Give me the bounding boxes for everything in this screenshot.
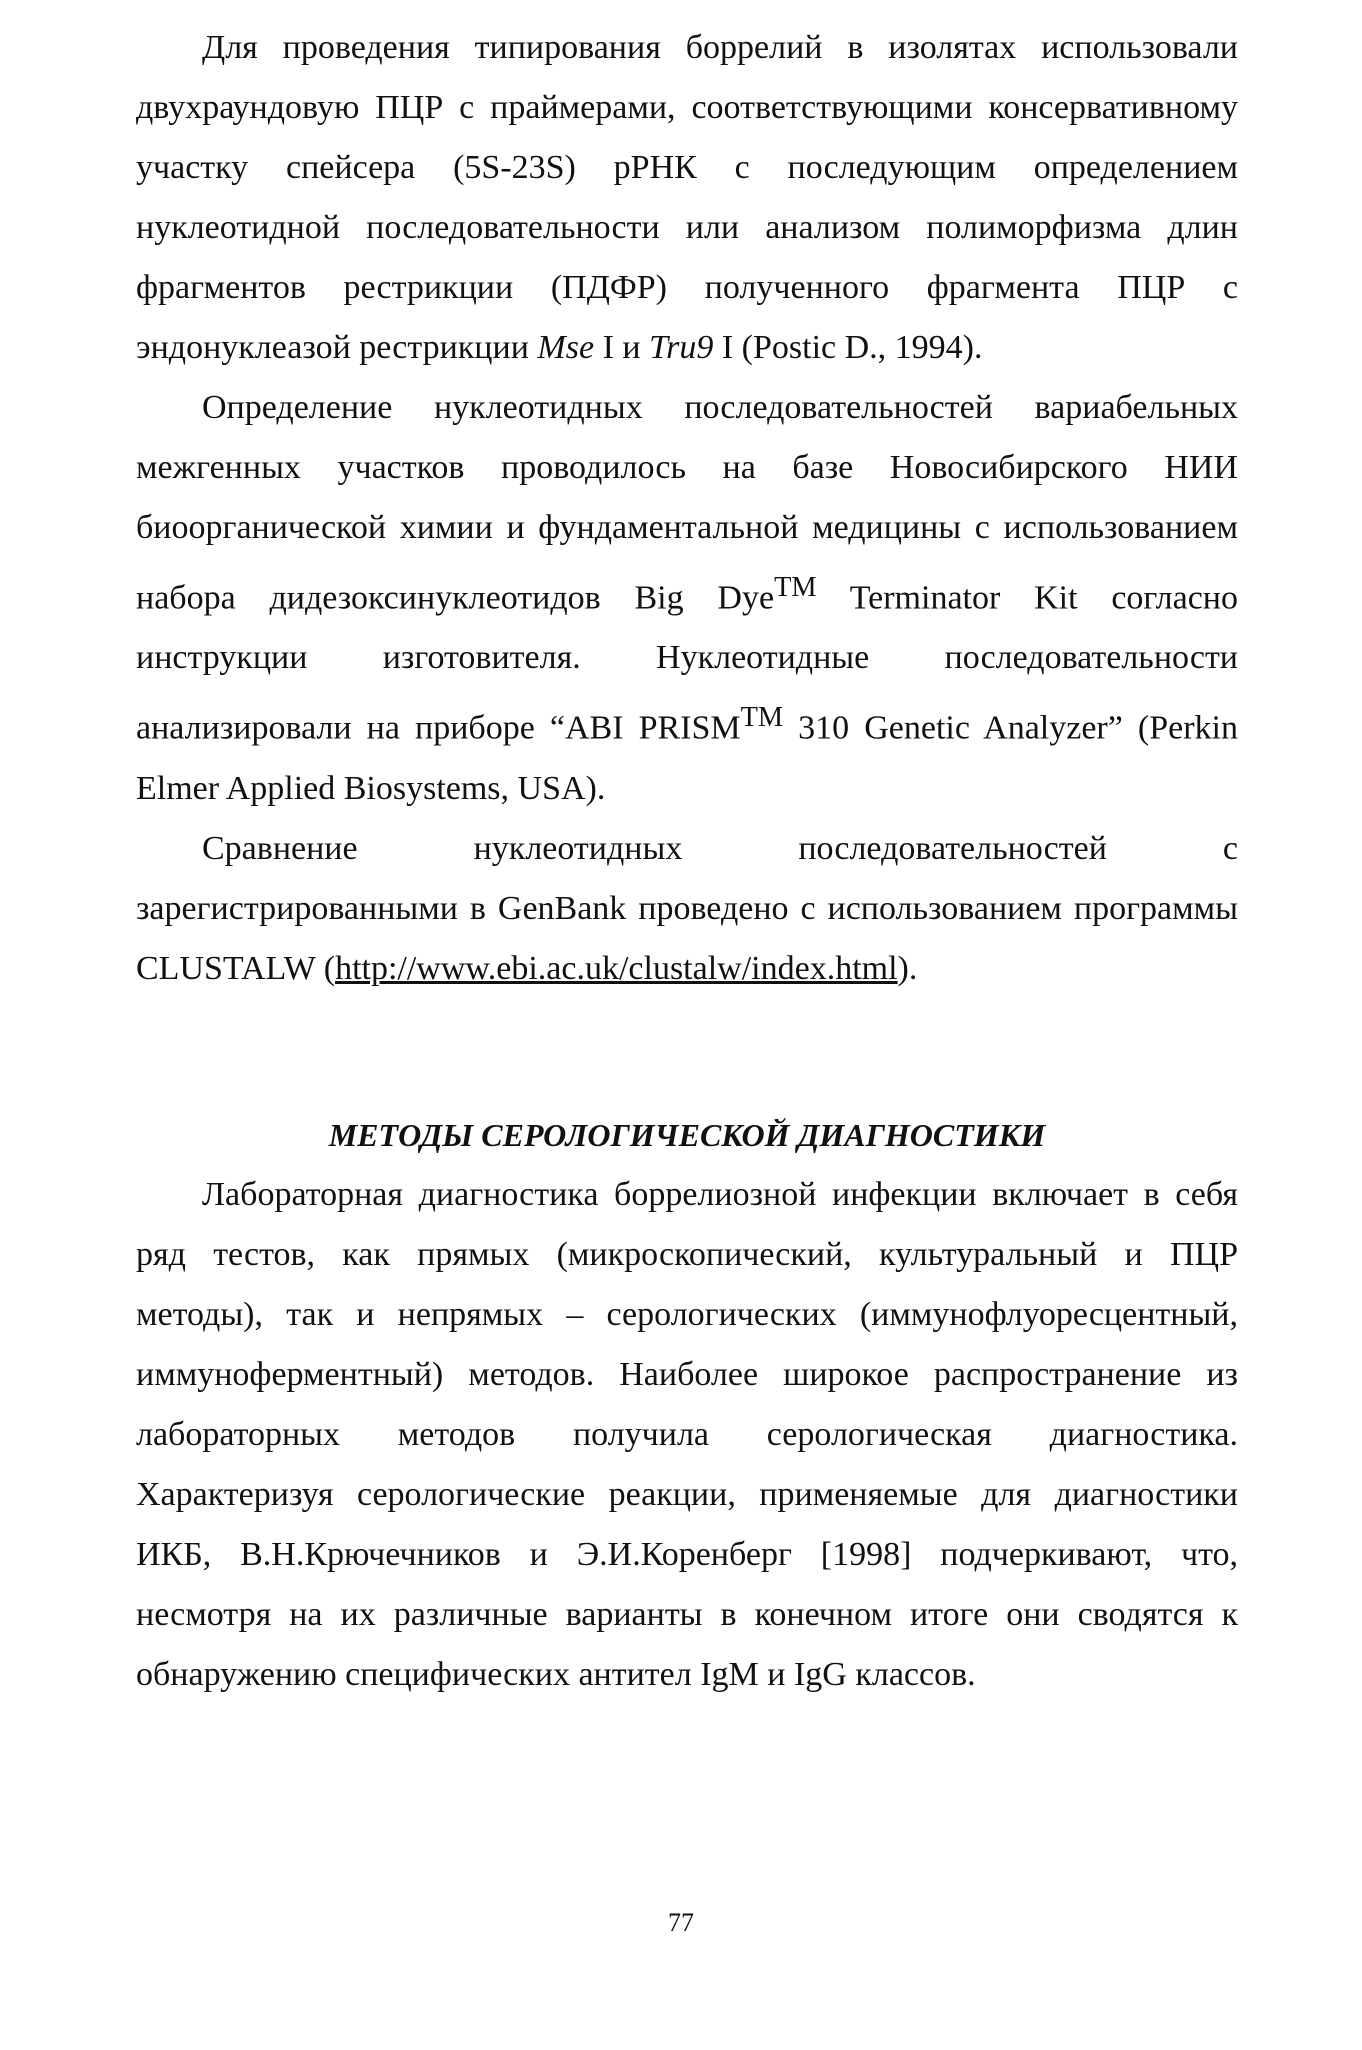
paragraph-sequencing — [136, 378, 1238, 819]
body-text — [136, 18, 1238, 1705]
paragraph-2-text-c: 310 Genetic Analyzer” (Perkin Elmer Applied Biosystems, USA). — [136, 709, 1238, 807]
paragraph-1-text-b: I и — [594, 329, 650, 366]
paragraph-2-text-a: Определение нуклеотидных последовательностей вариабельных межгенных участков проводилось на базе Новосибирского НИИ биоорганической химии и фундаментальной медицины с использованием набора дидезоксинуклеотидов Big Dye — [136, 389, 1238, 617]
paragraph-3-text-a: Сравнение нуклеотидных последовательностей с зарегистрированными в GenBank проведено с использованием программы CLUSTALW ( — [136, 829, 1238, 987]
section-heading: МЕТОДЫ СЕРОЛОГИЧЕСКОЙ ДИАГНОСТИКИ — [328, 1116, 1046, 1153]
paragraph-1-text-c: I (Postic D., 1994). — [713, 329, 983, 366]
page-number: 77 — [668, 1908, 694, 1937]
paragraph-typing-methods — [136, 18, 1238, 378]
paragraph-1-text-a: Для проведения типирования боррелий в изолятах использовали двухраундовую ПЦР с праймерами, соответствующими консервативному участку спейсера (5S-23S) рРНК с последующим определением нуклеотидной последовательности или анализом полиморфизма длин фрагментов рестрикции (ПДФР) полученного фрагмента ПЦР с эндонуклеазой рестрикции — [136, 29, 1238, 366]
enzyme-tru9: Tru9 — [649, 329, 714, 366]
clustalw-link[interactable]: http://www.ebi.ac.uk/clustalw/index.html — [335, 949, 898, 987]
paragraph-genbank-comparison — [136, 819, 1238, 999]
paragraph-3-text-b: ). — [897, 949, 918, 987]
trademark-mark: TM — [774, 572, 817, 603]
paragraph-2-text-b: Terminator Kit согласно инструкции изготовителя. Нуклеотидные последовательности анализировали на приборе “ABI PRISM — [136, 579, 1238, 747]
paragraph-serological-diagnostics: Лабораторная диагностика боррелиозной инфекции включает в себя ряд тестов, как прямых (микроскопический, культуральный и ПЦР методы), так и непрямых – серологических (иммунофлуоресцентный, иммуноферментный) методов. Наиболее широкое распространение из лабораторных методов получила серологическая диагностика. Характеризуя серологические реакции, применяемые для диагностики ИКБ, В.Н.Крючечников и Э.И.Коренберг [1998] подчеркивают, что, несмотря на их различные варианты в конечном итоге они сводятся к обнаружению специфических антител IgM и IgG классов. — [136, 1175, 1238, 1693]
trademark-mark: TM — [740, 702, 784, 734]
enzyme-mse: Mse — [537, 329, 595, 366]
